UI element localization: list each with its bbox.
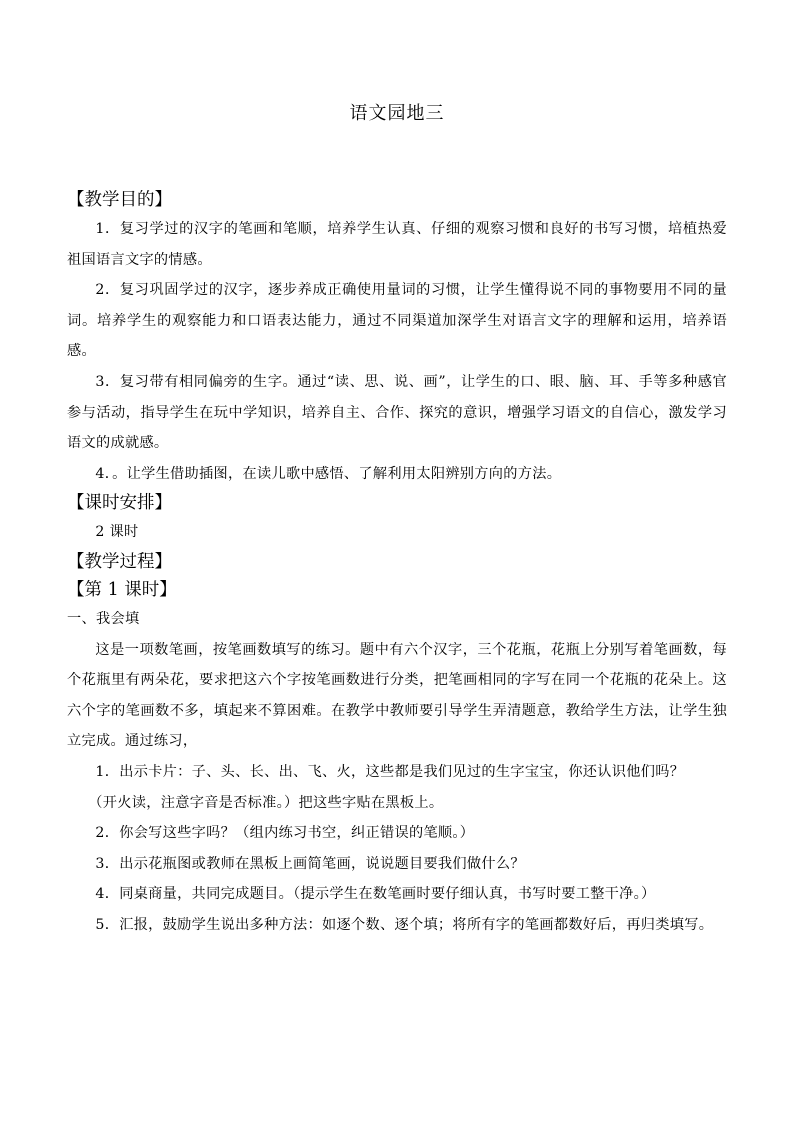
goal-item-2: 2．复习巩固学过的汉字，逐步养成正确使用量词的习惯，让学生懂得说不同的事物要用不同的量词。培养学生的观察能力和口语表达能力，通过不同渠道加深学生对语言文字的理解和运用，培养语感。 [67,282,727,360]
lesson1-heading: 【第 1 课时】 [67,579,177,600]
step-1-note: （开火读，注意字音是否标准。）把这些字贴在黑板上。 [88,794,444,811]
step-5: 5．汇报，鼓励学生说出多种方法：如逐个数、逐个填；将所有字的笔画都数好后，再归类填写。 [95,916,714,933]
part1-intro: 这是一项数笔画，按笔画数填写的练习。题中有六个汉字，三个花瓶，花瓶上分别写着笔画数，每个花瓶里有两朵花，要求把这六个字按笔画数进行分类，把笔画相同的字写在同一个花瓶的花朵上。这六个字的笔画数不多，填起来不算困难。在教学中教师要引导学生弄清题意，教给学生方法，让学生独立完成。通过练习， [67,641,727,750]
step-2: 2．你会写这些字吗？（组内练习书空，纠正错误的笔顺。） [95,825,475,842]
step-4: 4．同桌商量，共同完成题目。（提示学生在数笔画时要仔细认真，书写时要工整干净。） [95,886,656,903]
schedule-heading: 【课时安排】 [67,493,172,514]
part1-title: 一、我会填 [67,610,140,627]
goal-item-1: 1．复习学过的汉字的笔画和笔顺，培养学生认真、仔细的观察习惯和良好的书写习惯，培植热爱祖国语言文字的情感。 [67,221,727,268]
document-body [67,186,727,940]
page-title: 语文园地三 [349,103,445,124]
goals-heading: 【教学目的】 [67,190,172,210]
goal-item-3: 3．复习带有相同偏旁的生字。通过“读、思、说、画”，让学生的口、眼、脑、耳、手等多种感官参与活动，指导学生在玩中学知识，培养自主、合作、探究的意识，增强学习语文的自信心，激发学习语文的成就感。 [67,373,727,452]
goal-item-4: 4．。让学生借助插图，在读儿歌中感悟、了解利用太阳辨别方向的方法。 [95,465,562,482]
step-1: 1．出示卡片：子、头、长、出、飞、火，这些都是我们见过的生字宝宝，你还认识他们吗？ [95,763,685,780]
schedule-text: 2 课时 [95,524,139,541]
process-heading: 【教学过程】 [67,551,172,572]
step-3: 3．出示花瓶图或教师在黑板上画简笔画，说说题目要我们做什么？ [95,855,525,872]
